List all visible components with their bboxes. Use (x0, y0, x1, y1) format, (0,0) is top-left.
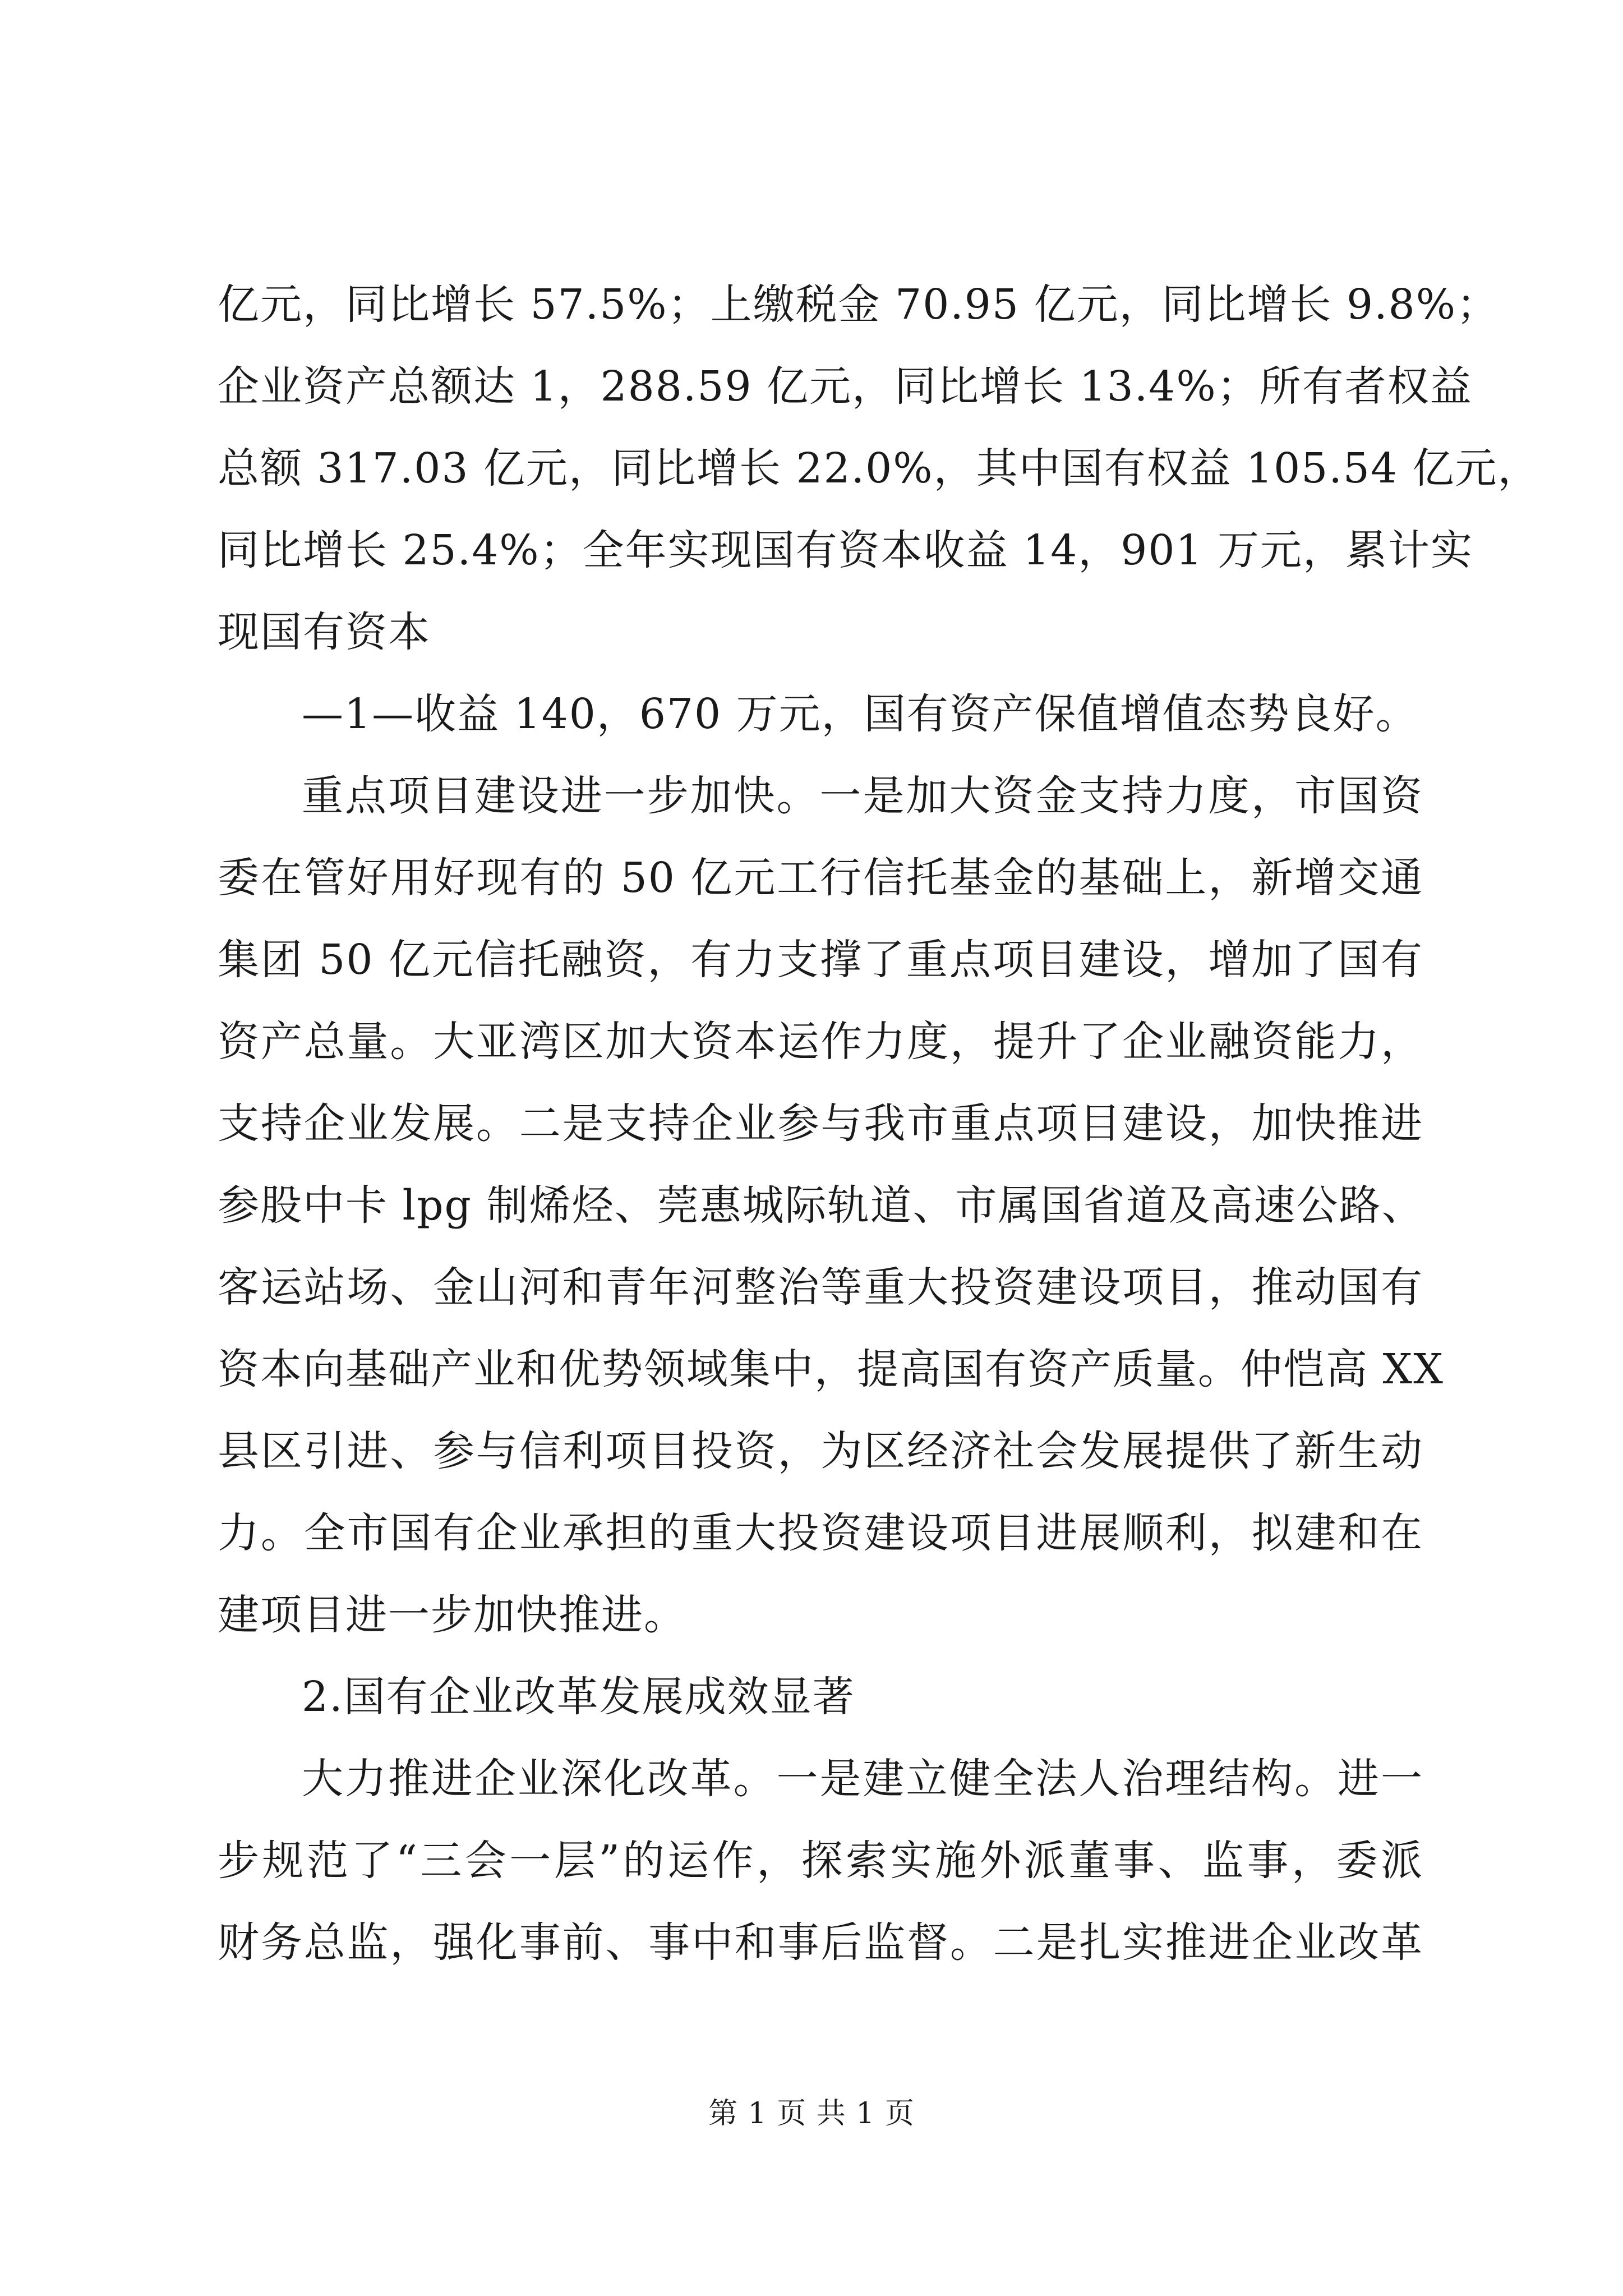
text-line: 总额 317.03 亿元，同比增长 22.0%，其中国有权益 105.54 亿元， (218, 444, 1541, 493)
text-line: —1—收益 140，670 万元，国有资产保值增值态势良好。 (302, 690, 1418, 738)
page-number-footer: 第 1 页 共 1 页 (708, 2097, 915, 2131)
text-line: 客运站场、金山河和青年河整治等重大投资建设项目，推动国有 (218, 1263, 1423, 1312)
text-line: 参股中卡 lpg 制烯烃、莞惠城际轨道、市属国省道及高速公路、 (218, 1181, 1424, 1230)
text-line: 集团 50 亿元信托融资，有力支撑了重点项目建设，增加了国有 (218, 936, 1423, 984)
text-line: 步规范了“三会一层”的运作，探索实施外派董事、监事，委派 (218, 1837, 1423, 1885)
paragraph-start-line: 重点项目建设进一步加快。一是加大资金支持力度，市国资 (302, 772, 1423, 820)
text-line: 资本向基础产业和优势领域集中，提高国有资产质量。仲恺高 XX (218, 1345, 1444, 1393)
text-line: 企业资产总额达 1，288.59 亿元，同比增长 13.4%；所有者权益 (218, 362, 1473, 411)
text-line: 委在管好用好现有的 50 亿元工行信托基金的基础上，新增交通 (218, 854, 1423, 902)
text-line: 建项目进一步加快推进。 (218, 1591, 686, 1639)
paragraph-start-line: 大力推进企业深化改革。一是建立健全法人治理结构。进一 (302, 1755, 1423, 1803)
text-line: 支持企业发展。二是支持企业参与我市重点项目建设，加快推进 (218, 1099, 1423, 1148)
text-line: 亿元，同比增长 57.5%；上缴税金 70.95 亿元，同比增长 9.8%； (218, 280, 1500, 329)
text-line: 现国有资本 (218, 608, 431, 656)
section-heading: 2.国有企业改革发展成效显著 (302, 1673, 855, 1721)
text-line: 县区引进、参与信利项目投资，为区经济社会发展提供了新生动 (218, 1427, 1423, 1475)
text-line: 同比增长 25.4%；全年实现国有资本收益 14，901 万元，累计实 (218, 526, 1474, 574)
text-line: 资产总量。大亚湾区加大资本运作力度，提升了企业融资能力， (218, 1018, 1423, 1066)
text-line: 财务总监，强化事前、事中和事后监督。二是扎实推进企业改革 (218, 1918, 1423, 1967)
text-line: 力。全市国有企业承担的重大投资建设项目进展顺利，拟建和在 (218, 1509, 1423, 1557)
body-text (218, 264, 1541, 1984)
